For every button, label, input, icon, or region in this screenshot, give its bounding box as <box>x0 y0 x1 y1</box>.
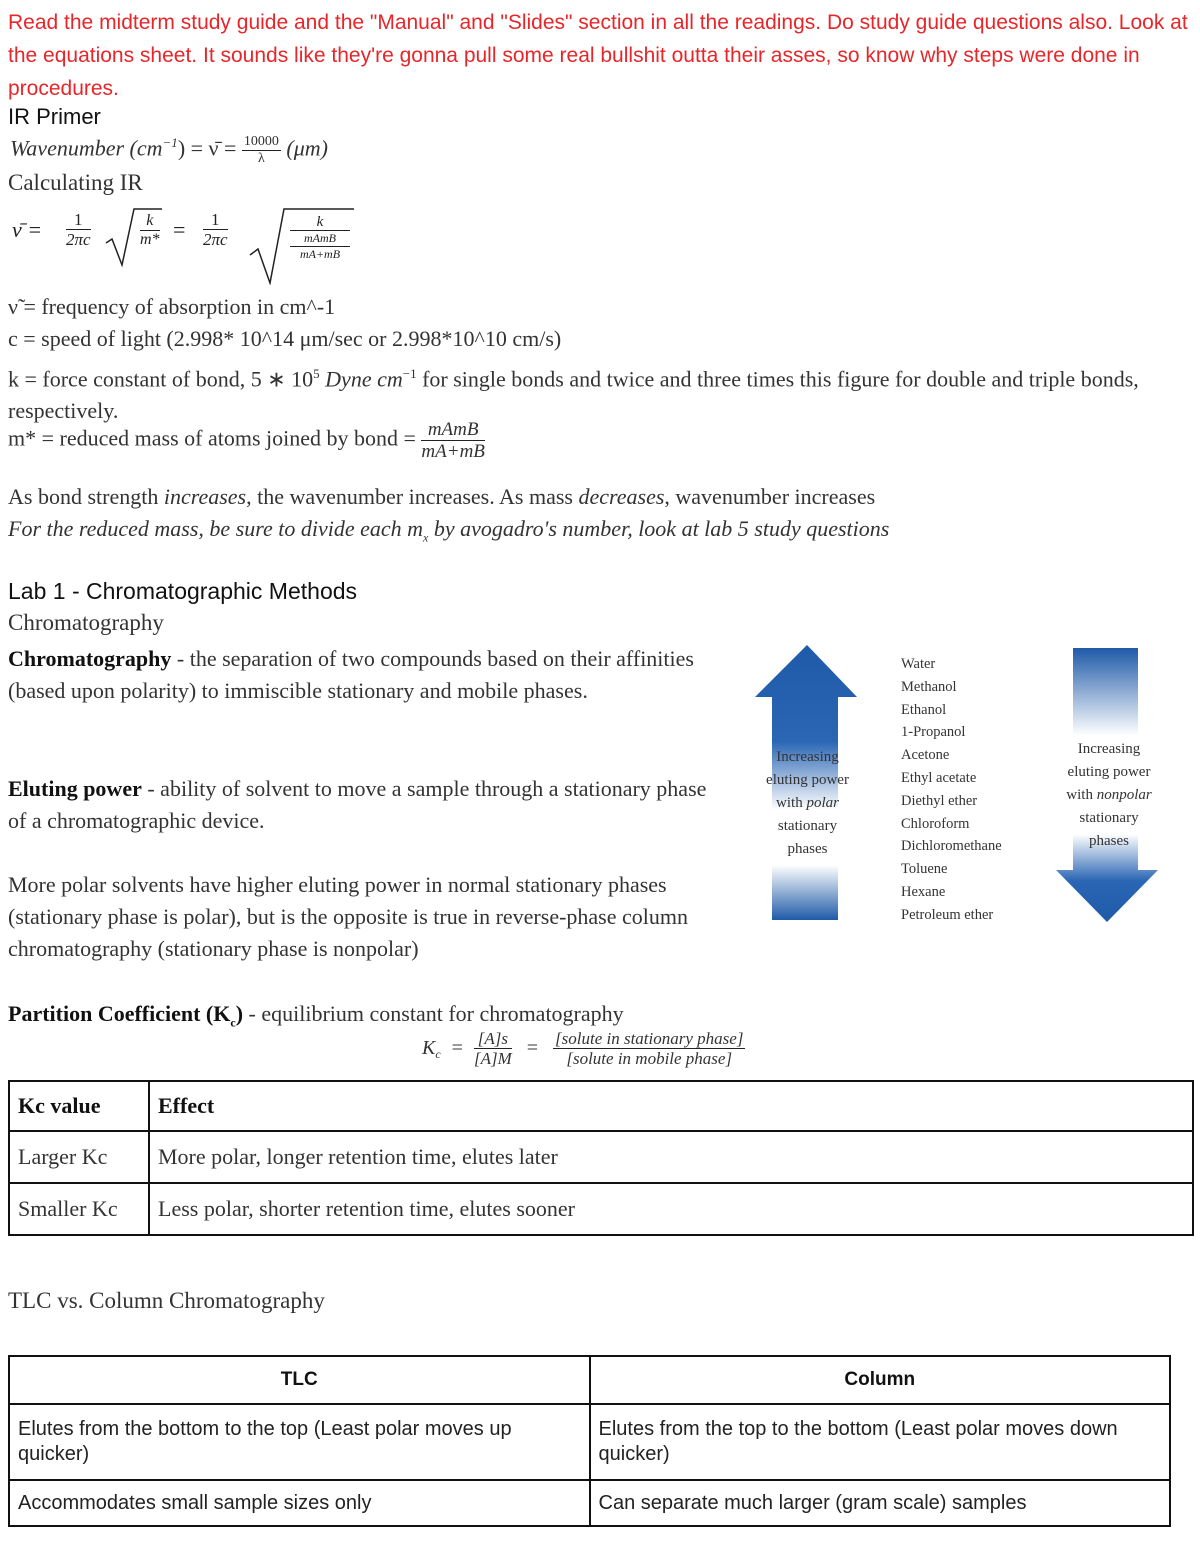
tlc-column-table <box>8 1355 1171 1527</box>
wavenumber-exp: −1 <box>162 135 178 151</box>
def-speed-of-light: c = speed of light (2.998* 10^14 μm/sec or 2.998*10^10 cm/s) <box>8 326 562 351</box>
def-m-fraction <box>421 420 484 461</box>
solvent-item: Ethyl acetate <box>901 769 977 786</box>
reduced-mass-note <box>8 513 889 553</box>
def-reduced-mass <box>8 420 485 461</box>
kc-lhs: K <box>422 1037 436 1059</box>
right-caption-nonpolar: nonpolar <box>1096 787 1152 803</box>
right-caption-3: with nonpolar <box>1066 787 1152 803</box>
partition-def: - equilibrium constant for chromatography <box>243 1001 624 1026</box>
kc-num2: [solute in stationary phase] <box>555 1029 744 1048</box>
wavenumber-den: λ <box>258 151 265 166</box>
table-row <box>9 1081 1193 1131</box>
study-note: Read the midterm study guide and the "Manual" and "Slides" section in all the readings. Do study guide questions also. Look at the equations sheet. It sounds like they're gonna pull some real bullshit outta their asses, so know why steps were done in procedures. <box>8 11 1188 100</box>
wavenumber-fraction <box>242 135 281 166</box>
trend-a: As bond strength <box>8 484 164 509</box>
eq-one-b: 1 <box>203 211 228 230</box>
left-caption-6: phases <box>787 841 828 857</box>
solvent-item: Toluene <box>901 861 948 878</box>
eq-equals: = <box>173 217 186 242</box>
solvent-item: Chloroform <box>901 815 970 832</box>
eq-k-b: k <box>316 214 324 230</box>
def-m-den: mA+mB <box>421 441 485 462</box>
left-caption-2: eluting power <box>766 772 849 788</box>
kc-num1: [A]s <box>474 1030 512 1049</box>
eluting-power-definition <box>8 773 708 837</box>
table-header-cell: Column <box>590 1356 1171 1404</box>
table-row <box>9 1356 1170 1404</box>
table-cell: Accommodates small sample sizes only <box>9 1480 590 1526</box>
wavenumber-mid: ) = ν̄ = <box>177 135 237 161</box>
reduced-note-sub: x <box>423 530 429 545</box>
kc-eq-1: = <box>451 1037 463 1059</box>
trend-b: increases <box>163 484 247 509</box>
def-m-text: m* = reduced mass of atoms joined by bond = <box>8 425 416 451</box>
eq-fraction-3 <box>203 211 228 248</box>
left-caption-polar: polar <box>806 795 839 811</box>
eq-nu: ν̄ = <box>12 217 43 242</box>
solvent-item: Acetone <box>901 747 950 764</box>
reduced-note-a: For the reduced mass, be sure to divide each m <box>8 516 424 541</box>
table-row <box>9 1480 1170 1526</box>
calculating-ir-heading: Calculating IR <box>8 170 143 195</box>
eq-nested-fraction <box>290 215 350 262</box>
kc-fraction-2 <box>553 1030 745 1067</box>
chromatography-subheading: Chromatography <box>8 610 164 635</box>
eq-k-a: k <box>140 213 160 231</box>
table-cell: Elutes from the top to the bottom (Least polar moves down quicker) <box>590 1404 1171 1480</box>
solvent-item: Methanol <box>901 678 957 695</box>
solvent-item: 1-Propanol <box>901 724 966 741</box>
table-header-cell: TLC <box>9 1356 590 1404</box>
chromatography-definition <box>8 643 708 707</box>
eq-mstar: m* <box>140 231 160 248</box>
solvent-item: Water <box>901 656 936 672</box>
eq-one-a: 1 <box>66 211 91 230</box>
table-cell: Less polar, shorter retention time, elutes sooner <box>149 1183 1193 1235</box>
trend-statement <box>8 481 875 513</box>
solvent-list <box>901 653 1002 927</box>
solvent-item: Hexane <box>901 883 946 900</box>
right-caption-1: Increasing <box>1077 741 1141 757</box>
table-cell: Smaller Kc <box>9 1183 149 1235</box>
def-k-a: k = force constant of bond, 5 ∗ 10 <box>8 366 314 392</box>
def-k-exp: 5 <box>313 366 320 381</box>
partition-sub: c <box>230 1015 236 1030</box>
partition-close: ) <box>235 1001 244 1026</box>
right-caption-2: eluting power <box>1067 764 1151 780</box>
right-caption-6: phases <box>1089 833 1129 849</box>
def-frequency: ν̃ = frequency of absorption in cm^-1 <box>8 294 336 319</box>
reduced-note-b: by avogadro's number, look at lab 5 study questions <box>428 516 890 541</box>
chrom-term: Chromatography <box>8 646 172 671</box>
def-force-constant <box>8 358 1168 427</box>
eq-mamb: mAmB <box>290 230 350 246</box>
kc-fraction-1 <box>474 1030 512 1067</box>
eq-fraction-1 <box>66 211 91 248</box>
ir-primer-heading: IR Primer <box>8 104 101 129</box>
table-cell: Elutes from the bottom to the top (Least polar moves up quicker) <box>9 1404 590 1480</box>
table-row <box>9 1404 1170 1480</box>
right-caption-5: stationary <box>1079 810 1139 826</box>
left-caption-1: Increasing <box>776 749 839 765</box>
right-arrow-caption <box>1050 738 1168 853</box>
table-cell: Can separate much larger (gram scale) samples <box>590 1480 1171 1526</box>
wavenumber-lhs: Wavenumber (cm <box>10 135 163 161</box>
chrom-def: - the separation of two compounds based on their affinities (based upon polarity) to immiscible stationary and mobile phases. <box>8 646 694 703</box>
solvent-item: Diethyl ether <box>901 792 978 809</box>
eq-2pic-a: 2πc <box>66 230 91 249</box>
trend-d: decreases <box>578 484 665 509</box>
ir-frequency-equation <box>8 205 368 285</box>
elut-def: - ability of solvent to move a sample through a stationary phase of a chromatographic device. <box>8 776 707 833</box>
kc-effect-table <box>8 1080 1194 1236</box>
table-cell: Larger Kc <box>9 1131 149 1183</box>
table-row <box>9 1183 1193 1235</box>
table-row <box>9 1131 1193 1183</box>
kc-lhs-sub: c <box>435 1047 441 1062</box>
kc-eq-2: = <box>526 1037 539 1059</box>
table-header-cell: Kc value <box>9 1081 149 1131</box>
left-arrow-caption <box>750 746 865 861</box>
lab1-heading: Lab 1 - Chromatographic Methods <box>8 578 358 604</box>
eq-mapmb: mA+mB <box>290 246 350 262</box>
left-caption-5: stationary <box>777 818 838 834</box>
wavenumber-unit: (μm) <box>286 135 328 161</box>
wavenumber-equation <box>10 135 328 166</box>
eluting-power-figure <box>750 640 1170 930</box>
left-caption-3: with polar <box>776 795 839 811</box>
polar-solvents-text: More polar solvents have higher eluting power in normal stationary phases (stationary phase is polar), but is the opposite is true in reverse-phase column chromatography (stationary phase is nonpolar) <box>8 872 688 961</box>
wavenumber-num: 10000 <box>243 134 279 149</box>
trend-e: , wavenumber increases <box>664 484 876 509</box>
kc-den2: [solute in mobile phase] <box>566 1049 733 1068</box>
solvent-item: Ethanol <box>901 701 947 718</box>
def-m-num: mAmB <box>421 420 484 441</box>
kc-den1: [A]M <box>473 1049 512 1068</box>
def-k-b: Dyne cm <box>319 366 403 392</box>
solvent-item: Dichloromethane <box>901 838 1002 855</box>
kc-equation <box>422 1030 745 1067</box>
solvent-item: Petroleum ether <box>901 906 994 923</box>
def-k-c: for single bonds and twice and three times this figure for double and triple bonds, respectively. <box>8 366 1139 424</box>
trend-c: , the wavenumber increases. As mass <box>246 484 579 509</box>
eq-2pic-b: 2πc <box>203 230 228 249</box>
def-k-exp2: −1 <box>402 366 417 381</box>
table-cell: More polar, longer retention time, elutes later <box>149 1131 1193 1183</box>
table-header-cell: Effect <box>149 1081 1193 1131</box>
eq-fraction-2 <box>140 213 160 248</box>
partition-term: Partition Coefficient (K <box>8 1001 231 1026</box>
tlc-vs-column-heading: TLC vs. Column Chromatography <box>8 1288 325 1313</box>
elut-term: Eluting power <box>8 776 142 801</box>
